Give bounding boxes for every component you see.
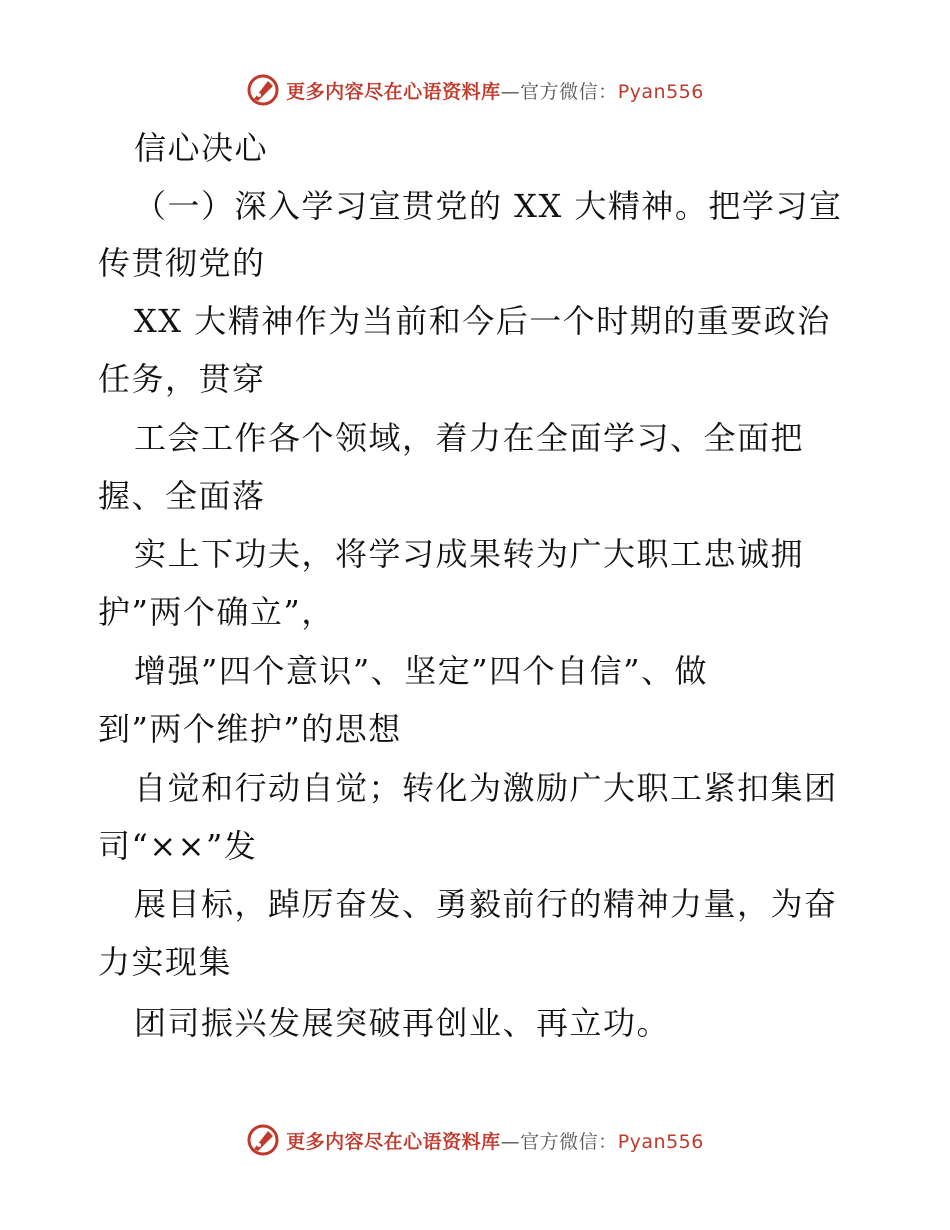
watermark-id: Pyan556 [617,80,704,103]
text-line: 握、全面落 [98,477,266,515]
text-line: 实上下功夫，将学习成果转为广大职工忠诚拥 [134,535,805,573]
watermark-dash: — [500,1130,521,1153]
text-line: 展目标，踔厉奋发、勇毅前行的精神力量，为奋 [134,885,838,923]
watermark-dash: — [500,80,521,103]
text-line: 到”两个维护”的思想 [98,710,402,748]
watermark-id: Pyan556 [617,1130,704,1153]
text-line: XX 大精神作为当前和今后一个时期的重要政治 [134,302,831,340]
text-line: 传贯彻党的 [98,244,266,282]
text-line: 团司振兴发展突破再创业、再立功。 [134,1004,671,1042]
watermark-sub-text: 官方微信： [520,1130,618,1153]
text-line: 司“××”发 [98,827,258,865]
pen-nib-logo-icon [246,1123,280,1157]
text-line: 护”两个确立”， [98,593,335,631]
text-line: 增强”四个意识”、坚定”四个自信”、做 [134,652,708,690]
watermark-sub-text: 官方微信： [520,80,618,103]
text-line: 自觉和行动自觉；转化为激励广大职工紧扣集团 [134,769,838,807]
text-line: 信心决心 [134,129,269,167]
text-line: 任务，贯穿 [98,360,266,398]
text-line: （一）深入学习宣贯党的 XX 大精神。把学习宣 [134,187,843,225]
watermark-main-text: 更多内容尽在心语资料库 [286,80,501,103]
text-line: 工会工作各个领域，着力在全面学习、全面把 [134,419,805,457]
text-line: 力实现集 [98,943,233,981]
watermark-footer [0,1120,950,1160]
watermark-main-text: 更多内容尽在心语资料库 [286,1130,501,1153]
